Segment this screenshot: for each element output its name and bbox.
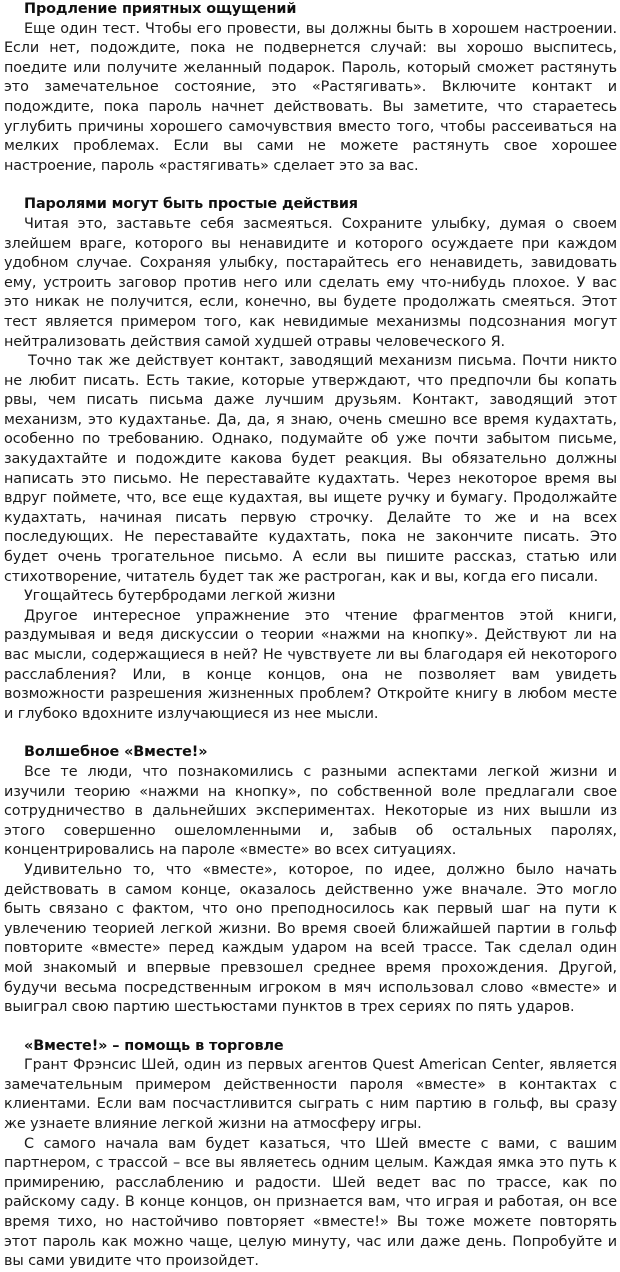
paragraph: Все те люди, что познакомились с разными аспектами легкой жизни и изучили теорию «нажми на кнопку», по собственной воле предлагали свое сотрудничество в дальнейших экспериментах. Некоторые из них вышли из этого совершенно ошеломленными и, забыв об остальных паролях, концентрировались на пароле «вместе» во всех ситуациях.	[4, 763, 617, 859]
spacer	[4, 1018, 617, 1037]
spacer	[4, 724, 617, 743]
section-heading: «Вместе!» – помощь в торговле	[24, 1037, 284, 1054]
document-page	[4, 0, 617, 1272]
paragraph: Точно так же действует контакт, заводящий механизм письма. Почти никто не любит писать. Есть такие, которые утверждают, что предпочли бы копать рвы, чем писать письма даже лучшим друзьям. Контакт, заводящий этот механизм, это кудахтанье. Да, да, я знаю, очень смешно все время кудахтать, особенно по требованию. Однако, подумайте об уже почти забытом письме, закудахтайте и подождите какова будет реакция. Вы обязательно должны написать это письмо. Не переставайте кудахтать. Через некоторое время вы вдруг поймете, что, все еще кудахтая, вы ищете ручку и бумагу. Продолжайте кудахтать, начиная писать первую строчку. Делайте то же и на всех последующих. Не переставайте кудахтать, пока не закончите писать. Это будет очень трогательное письмо. А если вы пишите рассказ, статью или стихотворение, читатель будет так же растроган, как и вы, когда его писали.	[4, 353, 617, 585]
paragraph: С самого начала вам будет казаться, что Шей вместе с вами, с вашим партнером, с трассой – все вы являетесь одним целым. Каждая ямка это путь к примирению, расслаблению и радости. Шей ведет вас по трассе, как по райскому саду. В конце концов, он признается вам, что играя и работая, он все время тихо, но настойчиво повторяет «вместе!» Вы тоже можете повторять этот пароль как можно чаще, целую минуту, час или даже день. Попробуйте и вы сами увидите что произойдет.	[4, 1135, 617, 1270]
paragraph: Грант Фрэнсис Шей, один из первых агентов Quest American Center, является замечательным примером действенности пароля «вместе» в контактах с клиентами. Если вам посчастливится сыграть с ним партию в гольф, вы сразу же узнаете влияние легкой жизни на атмосферу игры.	[4, 1057, 617, 1133]
section-heading: Продление приятных ощущений	[24, 1, 297, 17]
section-heading: Волшебное «Вместе!»	[24, 744, 208, 761]
paragraph: Удивительно то, что «вместе», которое, по идее, должно было начать действовать в самом конце, оказалось действенно уже вначале. Это могло быть связано с фактом, что оно преподносилось как первый шаг на пути к увлечению теорией легкой жизни. Во время своей ближайшей партии в гольф повторите «вместе» перед каждым ударом на всей трассе. Так сделал один мой знакомый и впервые превзошел среднее время прохождения. Другой, будучи весьма посредственным игроком в мяч использовал слово «вместе» и выиграл свою партию шестьюстами пунктов в трех сериях по пять ударов.	[4, 861, 617, 1016]
paragraph: Читая это, заставьте себя засмеяться. Сохраните улыбку, думая о своем злейшем враге, которого вы ненавидите и которого осуждаете при каждом удобном случае. Сохраняя улыбку, постарайтесь его ненавидеть, завидовать ему, устроить заговор против него или сделать ему что-нибудь плохое. У вас это никак не получится, если, конечно, вы будете продолжать смеяться. Этот тест является примером того, как невидимые механизмы подсознания могут нейтрализовать действия самой худшей отравы человеческого Я.	[4, 215, 617, 350]
paragraph: Другое интересное упражнение это чтение фрагментов этой книги, раздумывая и ведя дискуссии о теории «нажми на кнопку». Действуют ли на вас мысли, содержащиеся в ней? Не чувствуете ли вы благодаря ей некоторого расслабления? Или, в конце концов, она не позволяет вам увидеть возможности разрешения жизненных проблем? Откройте книгу в любом месте и глубоко вдохните излучающиеся из нее мысли.	[4, 607, 617, 722]
spacer	[4, 176, 617, 195]
section-heading: Паролями могут быть простые действия	[24, 196, 358, 213]
subheading: Угощайтесь бутербродами легкой жизни	[24, 588, 336, 605]
paragraph: Еще один тест. Чтобы его провести, вы должны быть в хорошем настроении. Если нет, подождите, пока не подвернется случай: вы хорошо выспитесь, поедите или получите желанный подарок. Пароль, который сможет растянуть это замечательное состояние, это «Растягивать». Включите контакт и подождите, пока пароль начнет действовать. Вы заметите, что стараетесь углубить причины хорошего самочувствия вместо того, чтобы рассеиваться на мелких проблемах. Если вы сами не можете растянуть свое хорошее настроение, пароль «растягивать» сделает это за вас.	[4, 20, 617, 174]
